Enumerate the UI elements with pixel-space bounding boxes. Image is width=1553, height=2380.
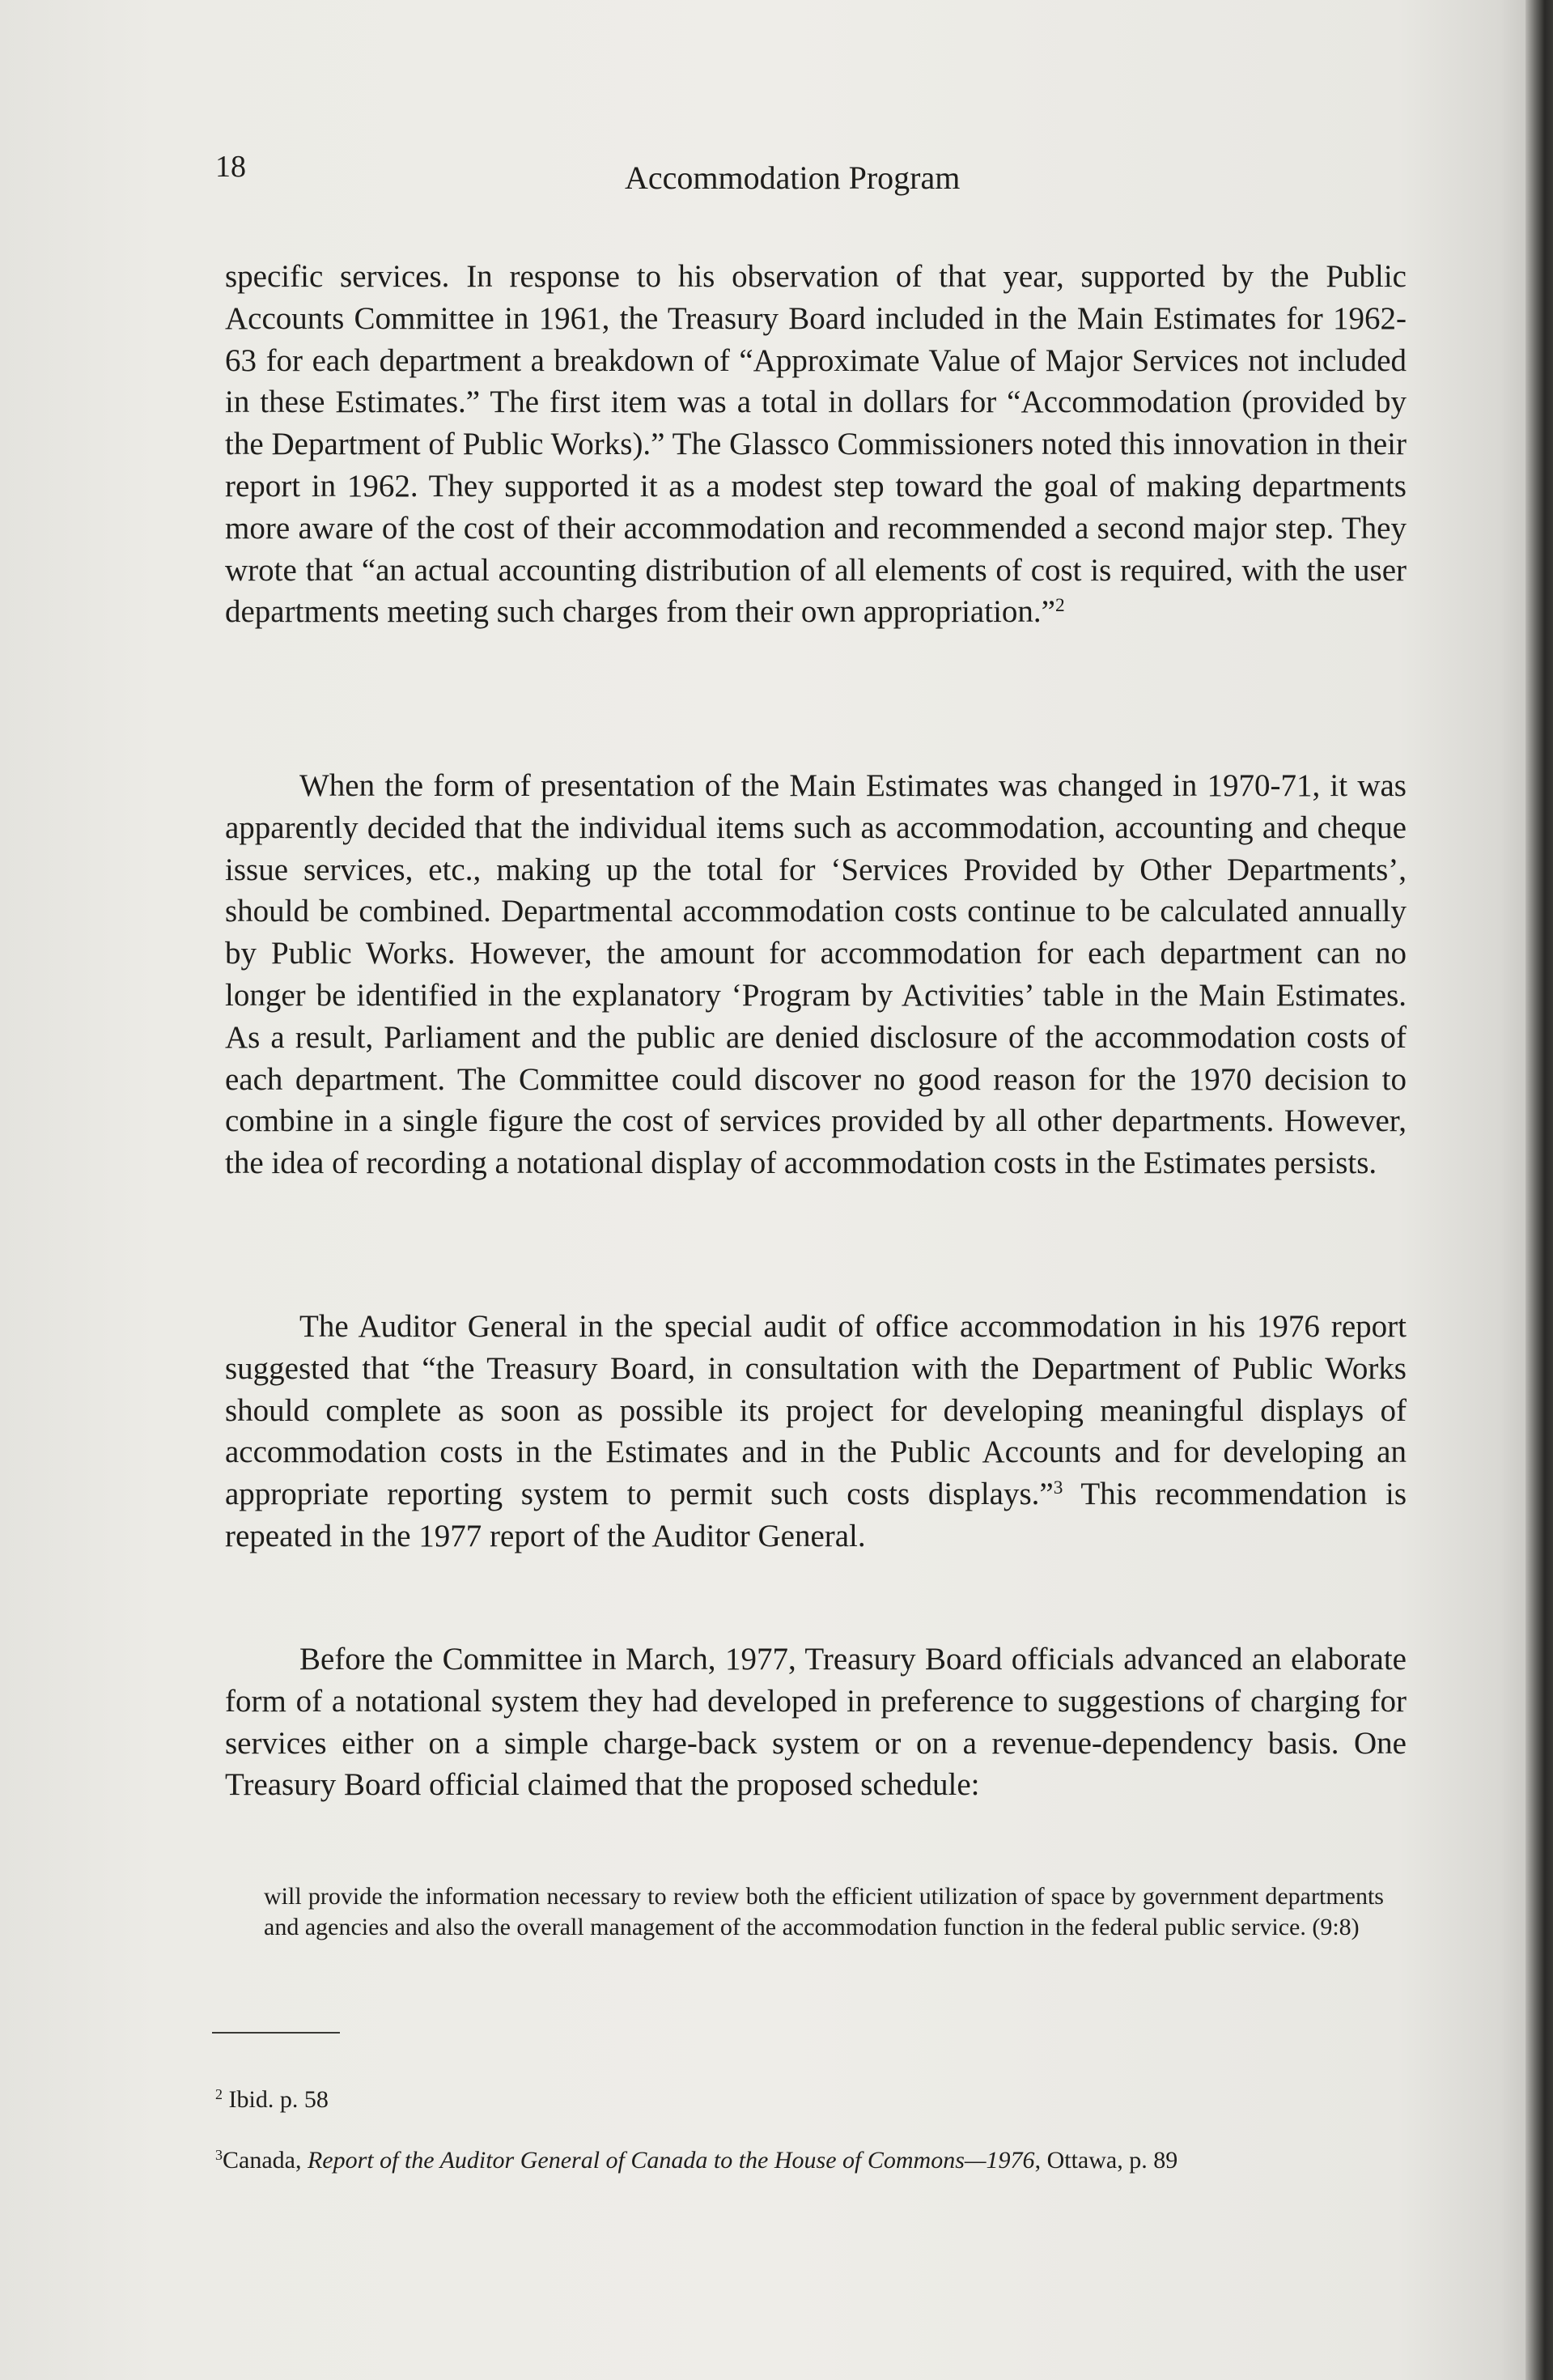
gutter-shadow [1501, 0, 1525, 2380]
footnote-ref-2: 2 [1054, 595, 1065, 617]
footnote-2-text: Ibid. p. 58 [228, 2086, 329, 2113]
book-spine-edge [1525, 0, 1553, 2380]
paragraph-2 [225, 765, 1407, 1184]
footnote-3 [215, 2145, 1381, 2176]
paragraph-4-text: Before the Committee in March, 1977, Treasury Board officials advanced an elaborate form of a notational system they had developed in preference to suggestions of charging for services either on a simple charge-back system or on a revenue-dependency basis. One Treasury Board official claimed that the proposed schedule: [225, 1642, 1407, 1803]
paragraph-1-text: specific services. In response to his observation of that year, supported by the Public Accounts Committee in 1961, the Treasury Board included in the Main Estimates for 1962-63 for each department a breakdown of “Approximate Value of Major Services not included in these Estimates.” The first item was a total in dollars for “Accommodation (provided by the Department of Public Works).” The Glassco Commissioners noted this innovation in their report in 1962. They supported it as a modest step toward the goal of making departments more aware of the cost of their accommodation and recommended a second major step. They wrote that “an actual accounting distribution of all elements of cost is required, with the user departments meeting such charges from their own appropriation.” [225, 259, 1407, 630]
block-quote: will provide the information necessary to review both the efficient utilization of space by government departments and agencies and also the overall management of the accommodation function in the federal public service. (9:8) [264, 1883, 1384, 1940]
paragraph-3-text-continued: This recommendation is repeated in the 1977 report of the Auditor General. [225, 1477, 1407, 1553]
footnote-3-title: Report of the Auditor General of Canada to the House of Commons—1976 [307, 2147, 1035, 2174]
running-head: Accommodation Program [625, 159, 961, 196]
footnote-3-text: Canada, [223, 2147, 308, 2174]
paragraph-2-text: When the form of presentation of the Main Estimates was changed in 1970-71, it was apparently decided that the individual items such as accommodation, accounting and cheque issue services, etc., making up the total for ‘Services Provided by Other Departments’, should be combined. Departmental accommodation costs continue to be calculated annually by Public Works. However, the amount for accommodation for each department can no longer be identified in the explanatory ‘Program by Activities’ table in the Main Estimates. As a result, Parliament and the public are denied disclosure of the accommodation costs of each department. The Committee could discover no good reason for the 1970 decision to combine in a single figure the cost of services provided by all other departments. However, the idea of recording a notational display of accommodation costs in the Estimates persists. [225, 768, 1407, 1181]
paragraph-3-text: The Auditor General in the special audit of office accommodation in his 1976 report suggested that “the Treasury Board, in consultation with the Department of Public Works should complete as soon as possible its project for developing meaningful displays of accommodation costs in the Estimates and in the Public Accounts and for developing an appropriate reporting system to permit such costs displays.” [225, 1309, 1407, 1512]
page-number: 18 [215, 150, 246, 184]
footnote-separator [212, 2032, 340, 2034]
footnote-3-text-continued: , Ottawa, p. 89 [1034, 2147, 1178, 2174]
footnote-ref-3: 3 [1053, 1477, 1063, 1499]
paragraph-3 [225, 1306, 1407, 1558]
paragraph-1 [225, 256, 1407, 633]
paragraph-4 [225, 1638, 1407, 1806]
footnote-2 [215, 2085, 1381, 2115]
footnote-3-marker: 3 [215, 2147, 223, 2164]
footnote-2-marker: 2 [215, 2086, 223, 2103]
